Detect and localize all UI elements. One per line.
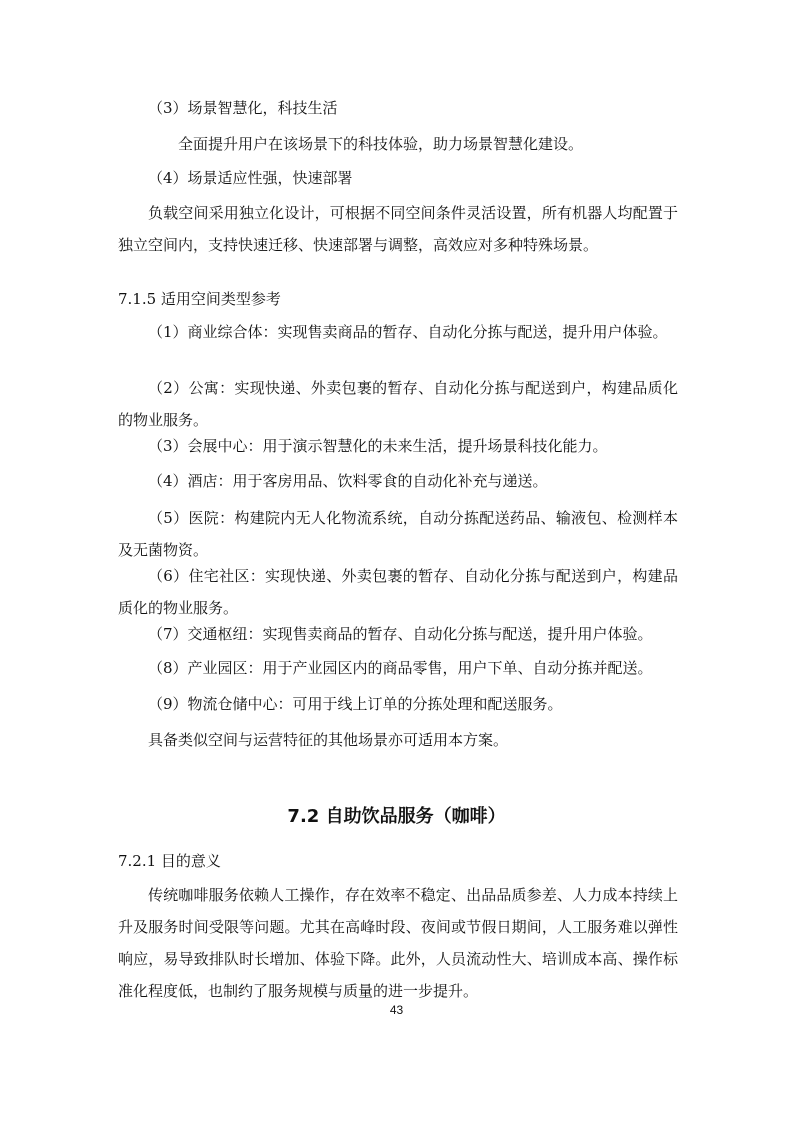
s3-body: 全面提升用户在该场景下的科技体验，助力场景智慧化建设。: [178, 135, 584, 153]
space-type-item: （8）产业园区：用于产业园区内的商品零售，用户下单、自动分拣并配送。: [148, 659, 653, 677]
s715-heading: 7.1.5 适用空间类型参考: [118, 290, 281, 308]
s3-heading: （3）场景智慧化，科技生活: [148, 99, 338, 117]
space-type-item: （3）会展中心：用于演示智慧化的未来生活，提升场景科技化能力。: [148, 437, 608, 455]
page-number: 43: [389, 1003, 404, 1017]
space-type-item: （6）住宅社区：实现快递、外卖包裹的暂存、自动化分拣与配送到户，构建品质化的物业服务。: [118, 567, 678, 617]
s4-heading: （4）场景适应性强，快速部署: [148, 169, 353, 187]
s4-body: 负载空间采用独立化设计，可根据不同空间条件灵活设置，所有机器人均配置于独立空间内，支持快速迁移、快速部署与调整，高效应对多种特殊场景。: [118, 204, 678, 254]
closing-note: 具备类似空间与运营特征的其他场景亦可适用本方案。: [148, 731, 509, 749]
s721-heading: 7.2.1 目的意义: [118, 852, 221, 870]
space-type-item: （9）物流仓储中心：可用于线上订单的分拣处理和配送服务。: [148, 695, 563, 713]
space-type-item: （5）医院：构建院内无人化物流系统，自动分拣配送药品、输液包、检测样本及无菌物资。: [118, 509, 678, 559]
space-type-item: （7）交通枢纽：实现售卖商品的暂存、自动化分拣与配送，提升用户体验。: [148, 625, 653, 643]
space-type-item: （2）公寓：实现快递、外卖包裹的暂存、自动化分拣与配送到户，构建品质化的物业服务。: [118, 379, 678, 429]
s721-body: 传统咖啡服务依赖人工操作，存在效率不稳定、出品品质参差、人力成本持续上升及服务时间受限等问题。尤其在高峰时段、夜间或节假日期间，人工服务难以弹性响应，易导致排队时长增加、体验下降。此外，人员流动性大、培训成本高、操作标准化程度低，也制约了服务规模与质量的进一步提升。: [118, 886, 678, 1000]
section-title: 7.2 自助饮品服务（咖啡）: [287, 806, 506, 827]
space-type-item: （4）酒店：用于客房用品、饮料零食的自动化补充与递送。: [148, 472, 548, 490]
space-type-item: （1）商业综合体：实现售卖商品的暂存、自动化分拣与配送，提升用户体验。: [148, 323, 668, 341]
